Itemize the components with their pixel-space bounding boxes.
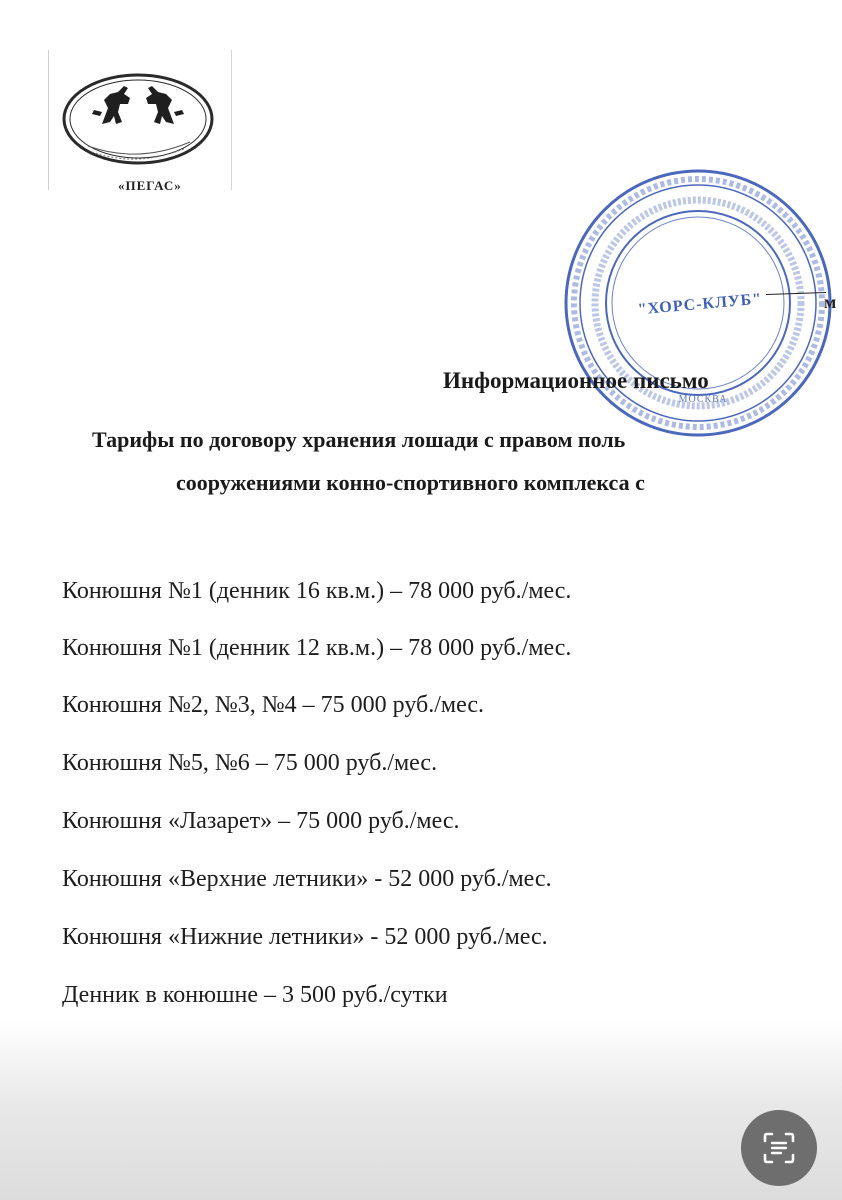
- tariff-item: Конюшня «Верхние летники» - 52 000 руб./мес.: [62, 866, 552, 892]
- tariff-item: Конюшня №1 (денник 16 кв.м.) – 78 000 руб./мес.: [62, 578, 572, 604]
- logo-name: «ПЕГАС»: [118, 178, 182, 193]
- tariff-item: Конюшня «Нижние летники» - 52 000 руб./мес.: [62, 924, 548, 950]
- logo-divider-left: [48, 50, 49, 190]
- stamp-company-name: "ХОРС-КЛУБ": [637, 290, 763, 319]
- document-title: Информационное письмо: [443, 368, 709, 393]
- tariff-item: Конюшня №2, №3, №4 – 75 000 руб./мес.: [62, 692, 484, 718]
- logo-divider-right: [231, 50, 232, 190]
- company-stamp: [563, 168, 833, 438]
- tariff-item: Конюшня «Лазарет» – 75 000 руб./мес.: [62, 808, 460, 834]
- stamp-city: МОСКВА: [678, 394, 728, 405]
- bottom-fade-overlay: [0, 1020, 842, 1200]
- pegas-horses-logo: [58, 64, 218, 174]
- tariff-item: Конюшня №5, №6 – 75 000 руб./мес.: [62, 750, 438, 776]
- document-subtitle-line1: Тарифы по договору хранения лошади с правом поль: [92, 427, 626, 452]
- tariff-item: Конюшня №1 (денник 12 кв.м.) – 78 000 руб./мес.: [62, 635, 572, 661]
- cut-off-text: м: [824, 292, 837, 312]
- document-subtitle-line2: сооружениями конно-спортивного комплекса с: [176, 470, 645, 495]
- tariff-item: Денник в конюшне – 3 500 руб./сутки: [62, 982, 448, 1008]
- letterhead-logo: [48, 50, 232, 193]
- scan-text-button[interactable]: [741, 1110, 817, 1186]
- scan-text-icon: [759, 1128, 799, 1168]
